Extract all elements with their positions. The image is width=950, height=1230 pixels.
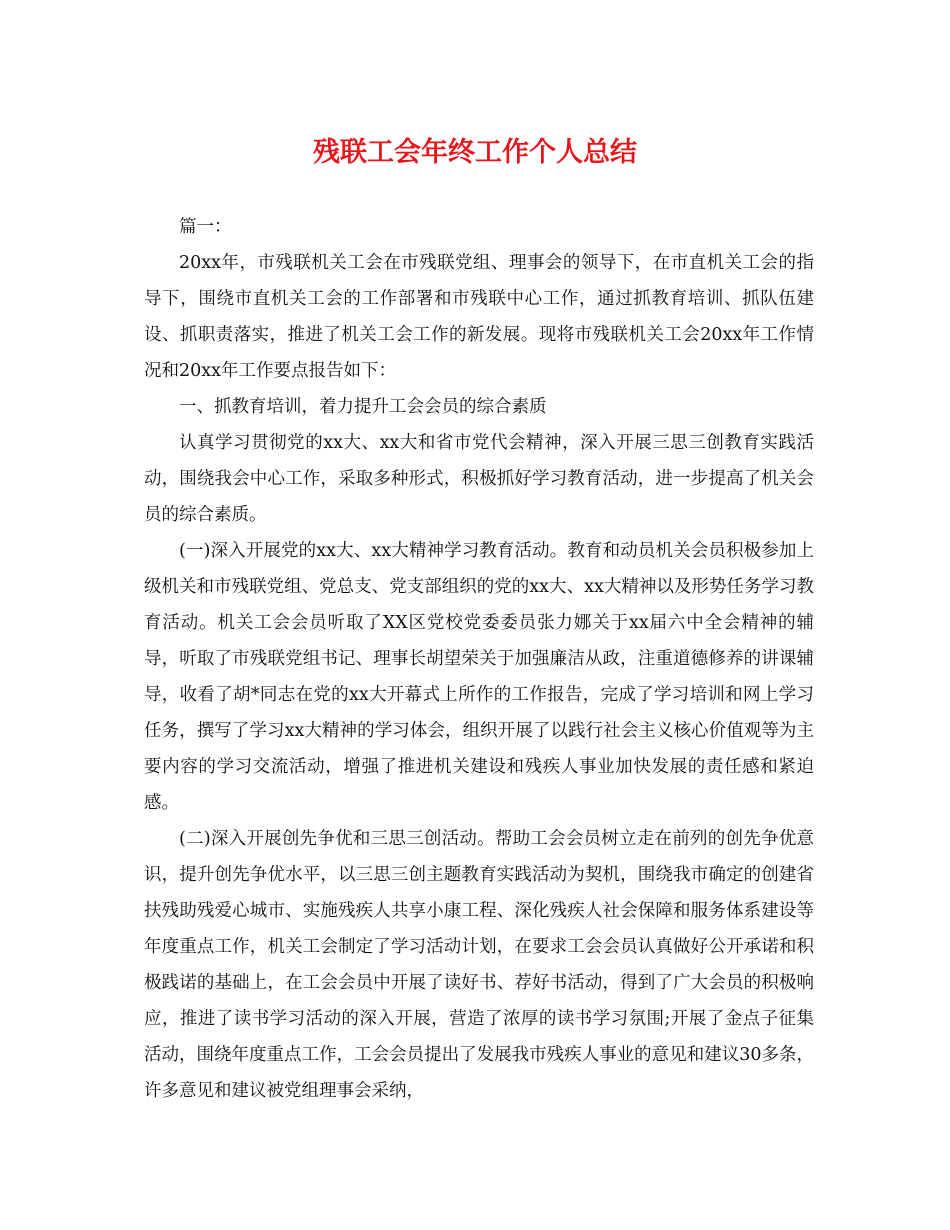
document-title: 残联工会年终工作个人总结 — [313, 137, 637, 168]
paragraph-heading-1: 一、抓教育培训，着力提升工会会员的综合素质 — [179, 397, 547, 417]
paragraph-study: 认真学习贯彻党的xx大、xx大和省市党代会精神，深入开展三思三创教育实践活动，围绕我会中心工作，采取多种形式，积极抓好学习教育活动，进一步提高了机关会员的综合素质。 — [144, 433, 814, 525]
paragraph-intro: 20xx年，市残联机关工会在市残联党组、理事会的领导下，在市直机关工会的指导下，围绕市直机关工会的工作部署和市残联中心工作，通过抓教育培训、抓队伍建设、抓职责落实，推进了机关工会工作的新发展。现将市残联机关工会20xx年工作情况和20xx年工作要点报告如下： — [144, 253, 814, 381]
paragraph-section-label: 篇一： — [179, 217, 232, 237]
document-body — [144, 209, 814, 1109]
paragraph-subsection-1: (一)深入开展党的xx大、xx大精神学习教育活动。教育和动员机关会员积极参加上级机关和市残联党组、党总支、党支部组织的党的xx大、xx大精神以及形势任务学习教育活动。机关工会会员听取了XX区党校党委委员张力娜关于xx届六中全会精神的辅导，听取了市残联党组书记、理事长胡望荣关于加强廉洁从政，注重道德修养的讲课辅导，收看了胡*同志在党的xx大开幕式上所作的工作报告，完成了学习培训和网上学习任务，撰写了学习xx大精神的学习体会，组织开展了以践行社会主义核心价值观等为主要内容的学习交流活动，增强了推进机关建设和残疾人事业加快发展的责任感和紧迫感。 — [144, 541, 814, 813]
paragraph-subsection-2: (二)深入开展创先争优和三思三创活动。帮助工会会员树立走在前列的创先争优意识，提升创先争优水平，以三思三创主题教育实践活动为契机，围绕我市确定的创建省扶残助残爱心城市、实施残疾人共享小康工程、深化残疾人社会保障和服务体系建设等年度重点工作，机关工会制定了学习活动计划，在要求工会会员认真做好公开承诺和积极践诺的基础上，在工会会员中开展了读好书、荐好书活动，得到了广大会员的积极响应，推进了读书学习活动的深入开展，营造了浓厚的读书学习氛围;开展了金点子征集活动，围绕年度重点工作，工会会员提出了发展我市残疾人事业的意见和建议30多条，许多意见和建议被党组理事会采纳， — [144, 829, 814, 1101]
